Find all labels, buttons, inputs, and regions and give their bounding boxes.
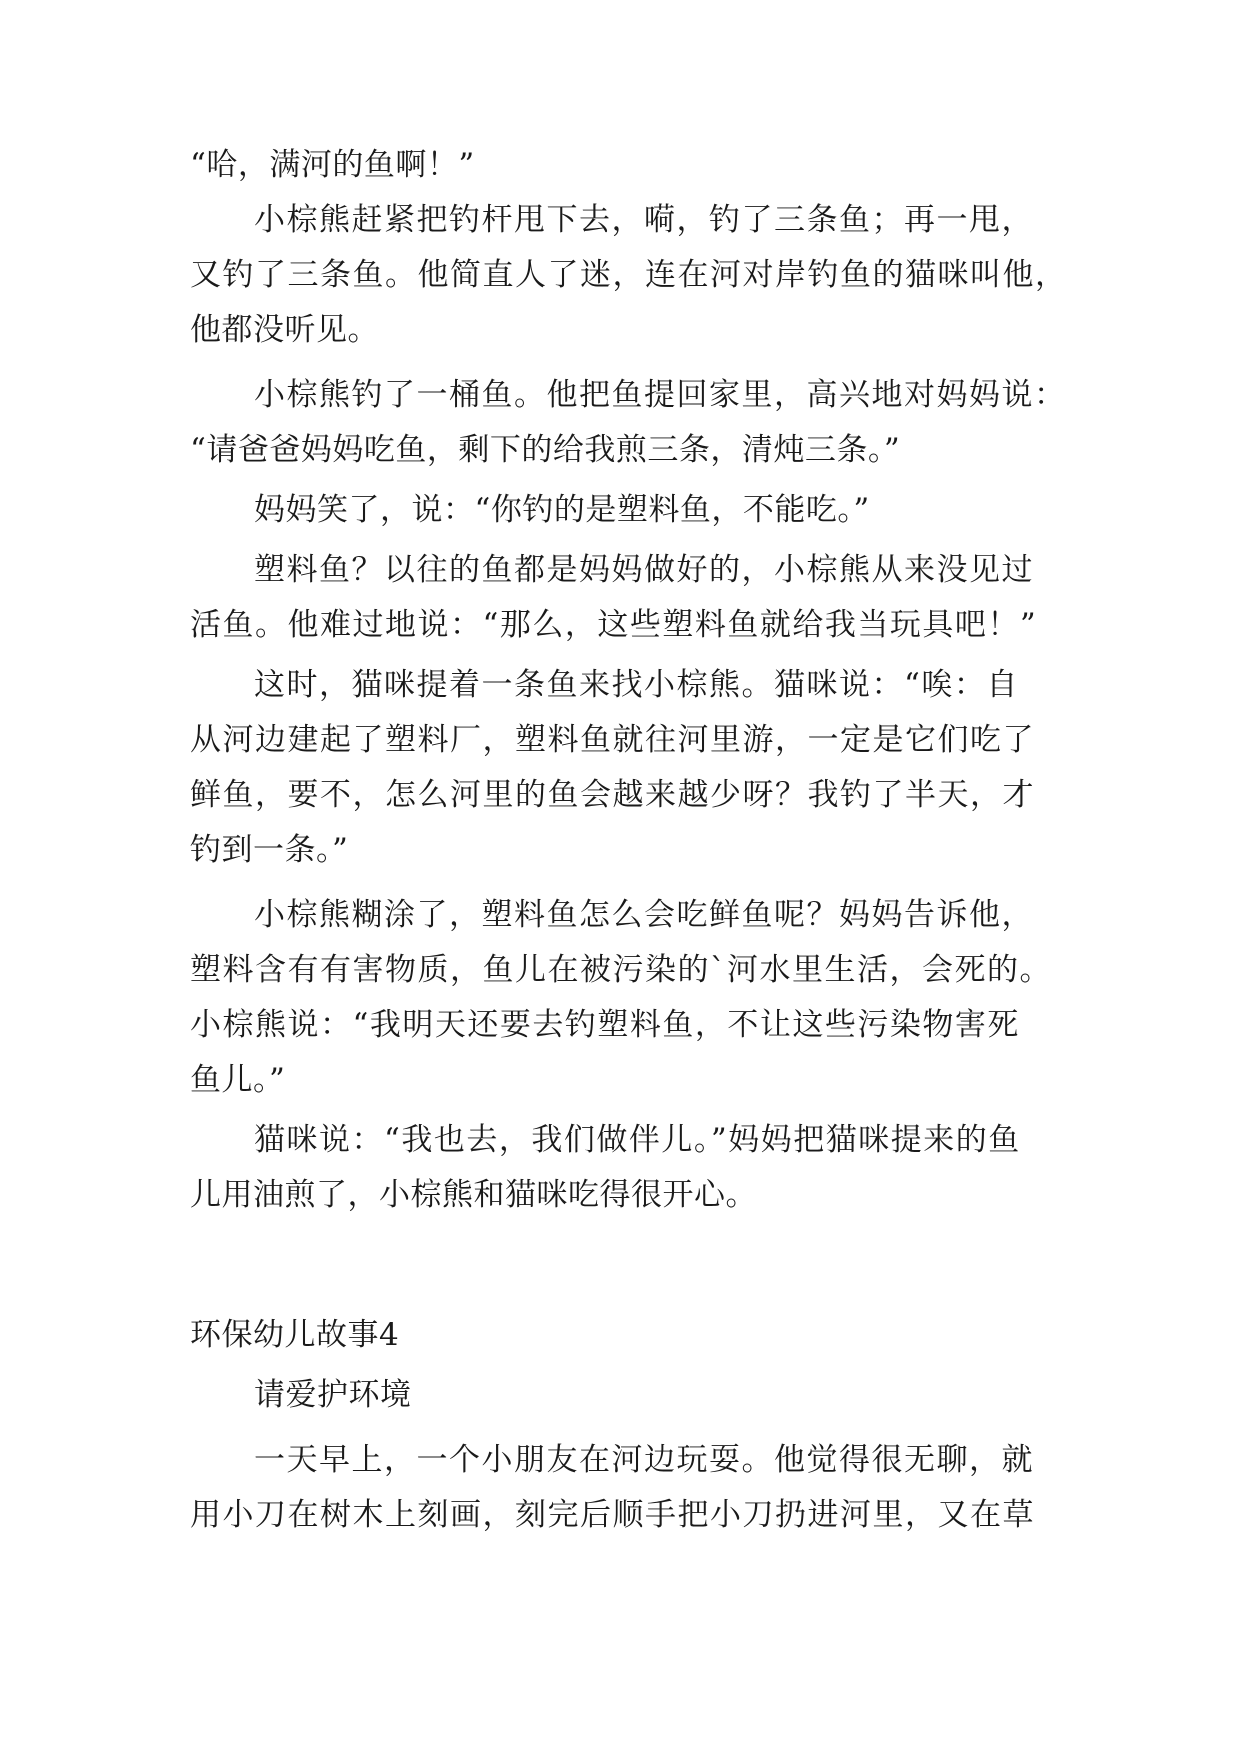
text-line: 小棕熊赶紧把钓杆甩下去，嗬，钓了三条鱼；再一甩， bbox=[254, 202, 1034, 238]
text-line: 鲜鱼，要不，怎么河里的鱼会越来越少呀？我钓了半天，才 bbox=[190, 777, 1035, 813]
text-line: 鱼儿。” bbox=[190, 1062, 286, 1098]
text-line: 从河边建起了塑料厂，塑料鱼就往河里游，一定是它们吃了 bbox=[190, 722, 1035, 758]
story-title: 请爱护环境 bbox=[254, 1377, 412, 1413]
text-line: “哈，满河的鱼啊！” bbox=[190, 147, 475, 183]
text-line: 这时，猫咪提着一条鱼来找小棕熊。猫咪说：“唉：自 bbox=[254, 667, 1019, 703]
text-line: 他都没听见。 bbox=[190, 312, 379, 348]
text-line: 一天早上，一个小朋友在河边玩耍。他觉得很无聊，就 bbox=[254, 1442, 1034, 1478]
text-line: “请爸爸妈妈吃鱼，剩下的给我煎三条，清炖三条。” bbox=[190, 432, 901, 468]
text-line: 猫咪说：“我也去，我们做伴儿。”妈妈把猫咪提来的鱼 bbox=[254, 1122, 1021, 1158]
text-line: 又钓了三条鱼。他简直人了迷，连在河对岸钓鱼的猫咪叫他， bbox=[190, 257, 1068, 293]
text-line: 妈妈笑了，说：“你钓的是塑料鱼，不能吃。” bbox=[254, 492, 870, 528]
text-line: 活鱼。他难过地说：“那么，这些塑料鱼就给我当玩具吧！” bbox=[190, 607, 1038, 643]
text-line: 小棕熊钓了一桶鱼。他把鱼提回家里，高兴地对妈妈说： bbox=[254, 377, 1067, 413]
text-line: 小棕熊糊涂了，塑料鱼怎么会吃鲜鱼呢？妈妈告诉他， bbox=[254, 897, 1034, 933]
text-line: 儿用油煎了，小棕熊和猫咪吃得很开心。 bbox=[190, 1177, 757, 1213]
text-line: 小棕熊说：“我明天还要去钓塑料鱼，不让这些污染物害死 bbox=[190, 1007, 1020, 1043]
text-line: 塑料鱼？以往的鱼都是妈妈做好的，小棕熊从来没见过 bbox=[254, 552, 1034, 588]
text-line: 钓到一条。” bbox=[190, 832, 349, 868]
section-heading: 环保幼儿故事4 bbox=[190, 1317, 400, 1353]
text-line: 用小刀在树木上刻画，刻完后顺手把小刀扔进河里，又在草 bbox=[190, 1497, 1035, 1533]
text-line: 塑料含有有害物质，鱼儿在被污染的`河水里生活，会死的。 bbox=[190, 952, 1052, 988]
